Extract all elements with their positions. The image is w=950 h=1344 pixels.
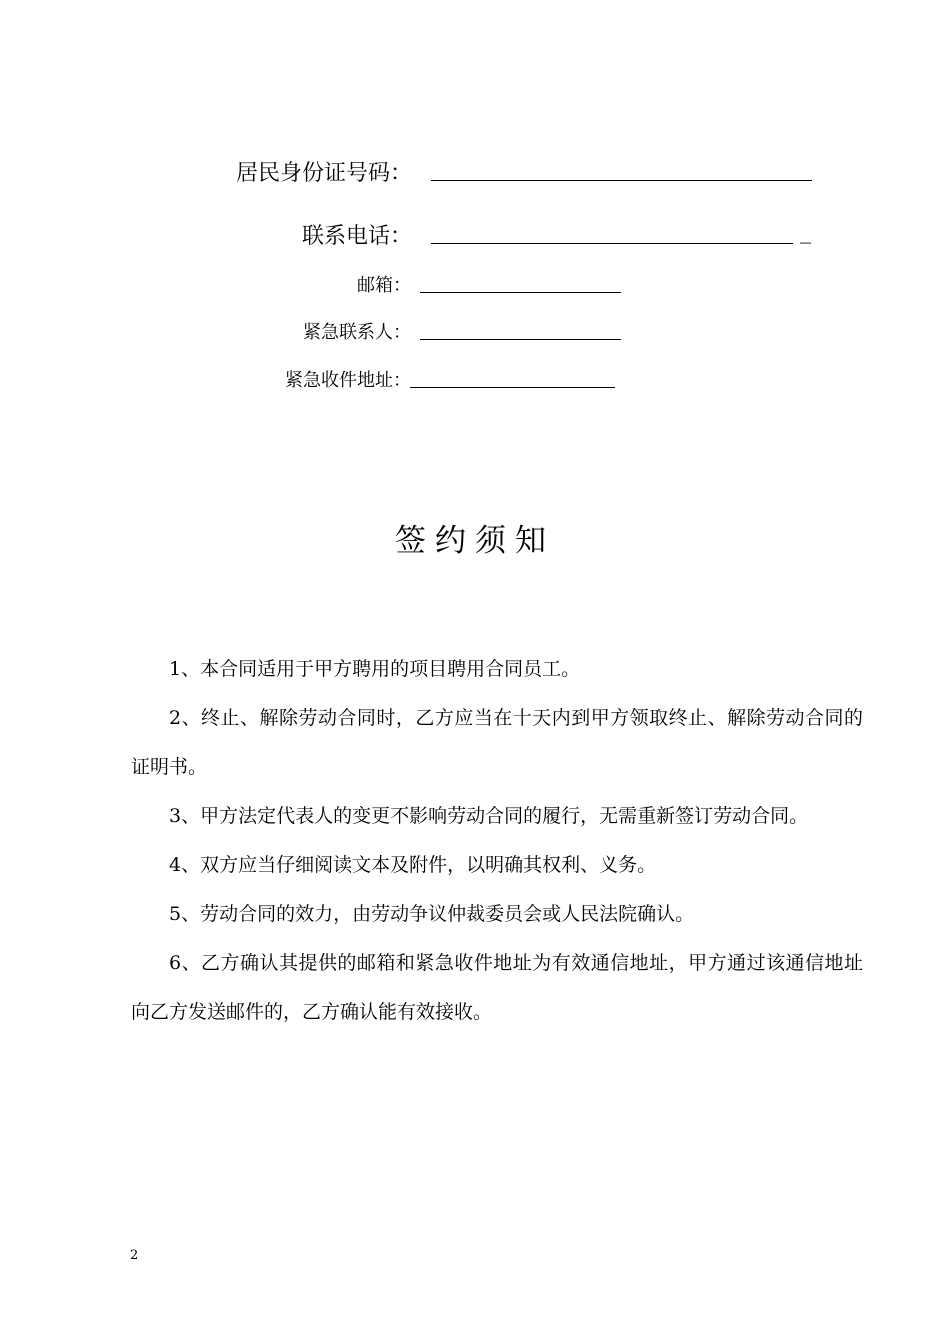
notice-item-3: 3、甲方法定代表人的变更不影响劳动合同的履行，无需重新签订劳动合同。	[169, 805, 809, 827]
emergency-contact-field[interactable]	[420, 339, 621, 340]
id-number-label: 居民身份证号码：	[235, 161, 412, 186]
notice-item-5: 5、劳动合同的效力，由劳动争议仲裁委员会或人民法院确认。	[169, 903, 695, 925]
phone-label: 联系电话：	[301, 224, 412, 249]
notice-list	[131, 645, 863, 1037]
notice-item-1: 1、本合同适用于甲方聘用的项目聘用合同员工。	[169, 658, 581, 680]
notice-item-2: 2、终止、解除劳动合同时，乙方应当在十天内到甲方领取终止、解除劳动合同的证明书。	[131, 707, 863, 778]
notice-item-6: 6、乙方确认其提供的邮箱和紧急收件地址为有效通信地址，甲方通过该通信地址向乙方发送邮件的，乙方确认能有效接收。	[131, 952, 863, 1023]
emergency-address-label: 紧急收件地址：	[285, 370, 411, 391]
emergency-contact-label: 紧急联系人：	[303, 322, 411, 343]
emergency-address-field[interactable]	[410, 387, 615, 388]
id-number-field[interactable]	[431, 180, 812, 181]
page-number: 2	[130, 1248, 139, 1263]
phone-trailing-mark: _	[800, 219, 811, 244]
notice-item-4: 4、双方应当仔细阅读文本及附件，以明确其权利、义务。	[169, 854, 657, 876]
email-label: 邮箱：	[357, 275, 411, 296]
notice-title: 签约须知	[395, 523, 555, 559]
phone-field[interactable]	[431, 243, 793, 244]
email-field[interactable]	[420, 292, 621, 293]
